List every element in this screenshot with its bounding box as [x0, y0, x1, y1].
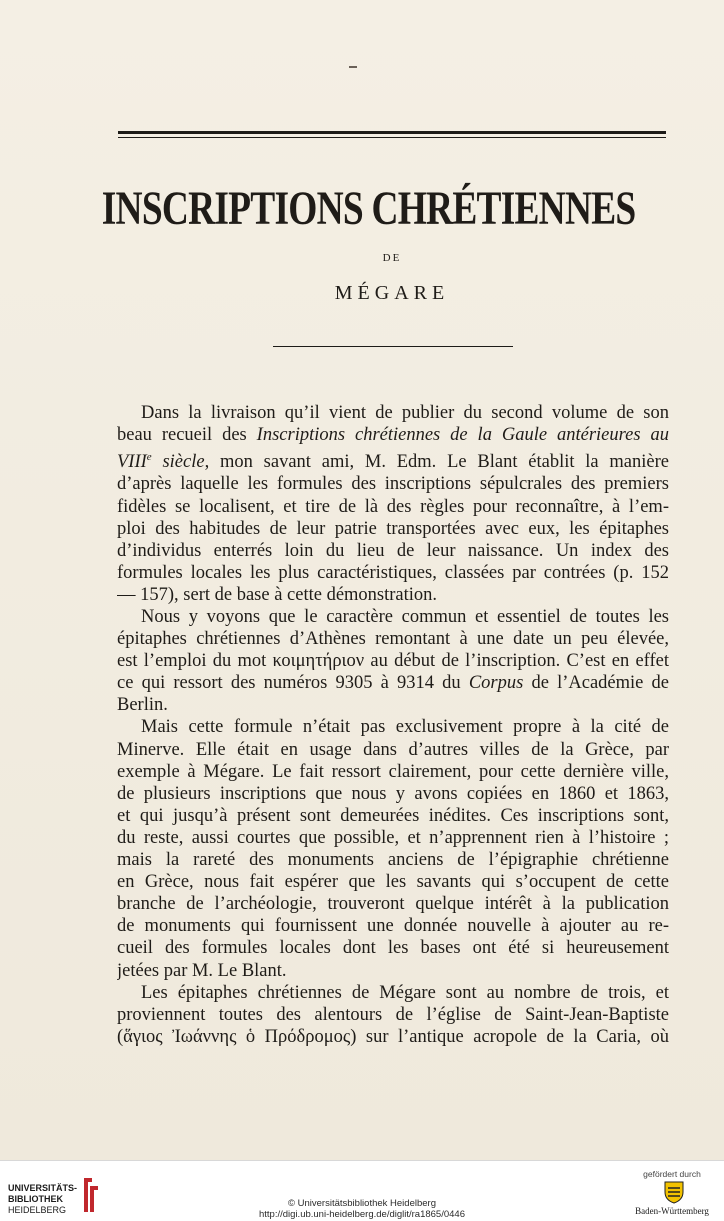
text-line: et qui jusqu’à présent sont demeurées inédites. Ces inscriptions sont, — [117, 805, 669, 826]
sponsor-label: gefördert durch — [643, 1169, 701, 1179]
article-body — [117, 402, 669, 1048]
text-line: ploi des habitudes de leur patrie transportées avec eux, les épitaphes — [117, 518, 669, 539]
printer-mark — [349, 66, 357, 68]
text-line: Berlin. — [117, 695, 168, 716]
title-connector: DE — [382, 252, 402, 264]
state-crest-icon[interactable] — [663, 1180, 685, 1204]
text-line: fidèles se localisent, et tire de là des règles pour reconnaître, à l’em- — [117, 496, 669, 517]
copyright-text: © Universitätsbibliothek Heidelberg — [288, 1198, 436, 1209]
text-line: du reste, aussi courtes que possible, et n’apprennent rien à l’histoire ; — [117, 827, 669, 848]
text-line: ce qui ressort des numéros 9305 à 9314 du Corpus de l’Académie de — [117, 673, 669, 694]
library-name-line2: BIBLIOTHEK — [8, 1194, 63, 1204]
text-line: de plusieurs inscriptions que nous y avons copiées en 1860 et 1863, — [117, 783, 669, 804]
text-line: VIIIe siècle, mon savant ami, M. Edm. Le Blant établit la manière — [117, 451, 669, 473]
text-line: formules locales les plus caractéristiques, classées par contrées (p. 152 — [117, 562, 669, 583]
text-line: en Grèce, nous fait espérer que les savants qui s’occupent de cette — [117, 872, 669, 893]
text-line: jetées par M. Le Blant. — [117, 960, 287, 981]
text-line: beau recueil des Inscriptions chrétiennes de la Gaule antérieures au — [117, 425, 669, 446]
text-line: Dans la livraison qu’il vient de publier du second volume de son — [141, 403, 669, 423]
library-name-line3: HEIDELBERG — [8, 1205, 67, 1215]
copyright-block — [0, 1198, 724, 1220]
text-line: Nous y voyons que le caractère commun et essentiel de toutes les — [141, 607, 669, 627]
text-line: de monuments qui fournissent une donnée nouvelle à ajouter au re- — [117, 916, 669, 937]
text-line: mais la rareté des monuments anciens de l’épigraphie chrétienne — [117, 850, 669, 871]
text-line: d’après laquelle les formules des inscriptions sépulcrales des premiers — [117, 474, 669, 495]
permalink-url[interactable]: http://digi.ub.uni-heidelberg.de/diglit/ra1865/0446 — [259, 1209, 465, 1220]
title-divider — [273, 346, 513, 347]
text-line: branche de l’archéologie, trouveront quelque intérêt à la publication — [117, 894, 669, 915]
sponsor-name: Baden-Württemberg — [635, 1206, 709, 1216]
text-line: Les épitaphes chrétiennes de Mégare sont au nombre de trois, et — [141, 982, 669, 1003]
library-name-line1: UNIVERSITÄTS- — [8, 1183, 78, 1193]
text-line: — 157), sert de base à cette démonstration. — [117, 584, 438, 605]
text-line: proviennent toutes des alentours de l’église de Saint-Jean-Baptiste — [117, 1004, 669, 1025]
text-line: Minerve. Elle était en usage dans d’autres villes de la Grèce, par — [117, 739, 669, 760]
article-title: INSCRIPTIONS CHRÉTIENNES — [101, 182, 636, 235]
text-line: (ἅγιος Ἰωάννης ὁ Πρόδρομος) sur l’antique acropole de la Caria, où — [117, 1026, 669, 1047]
header-rule-thick — [118, 131, 666, 134]
text-line: est l’emploi du mot κοιμητήριον au début de l’inscription. C’est en effet — [117, 651, 669, 672]
text-line: d’individus enterrés loin du lieu de leur naissance. Un index des — [117, 540, 669, 561]
text-line: Mais cette formule n’était pas exclusivement propre à la cité de — [141, 717, 669, 738]
title-place: MÉGARE — [334, 282, 450, 304]
header-rule-thin — [118, 137, 666, 138]
text-line: exemple à Mégare. Le fait ressort clairement, pour cette dernière ville, — [117, 761, 669, 782]
text-line: cueil des formules locales dont les bases ont été si heureusement — [117, 938, 669, 959]
text-line: épitaphes chrétiennes d’Athènes remontant à une date un peu élevée, — [117, 629, 669, 650]
